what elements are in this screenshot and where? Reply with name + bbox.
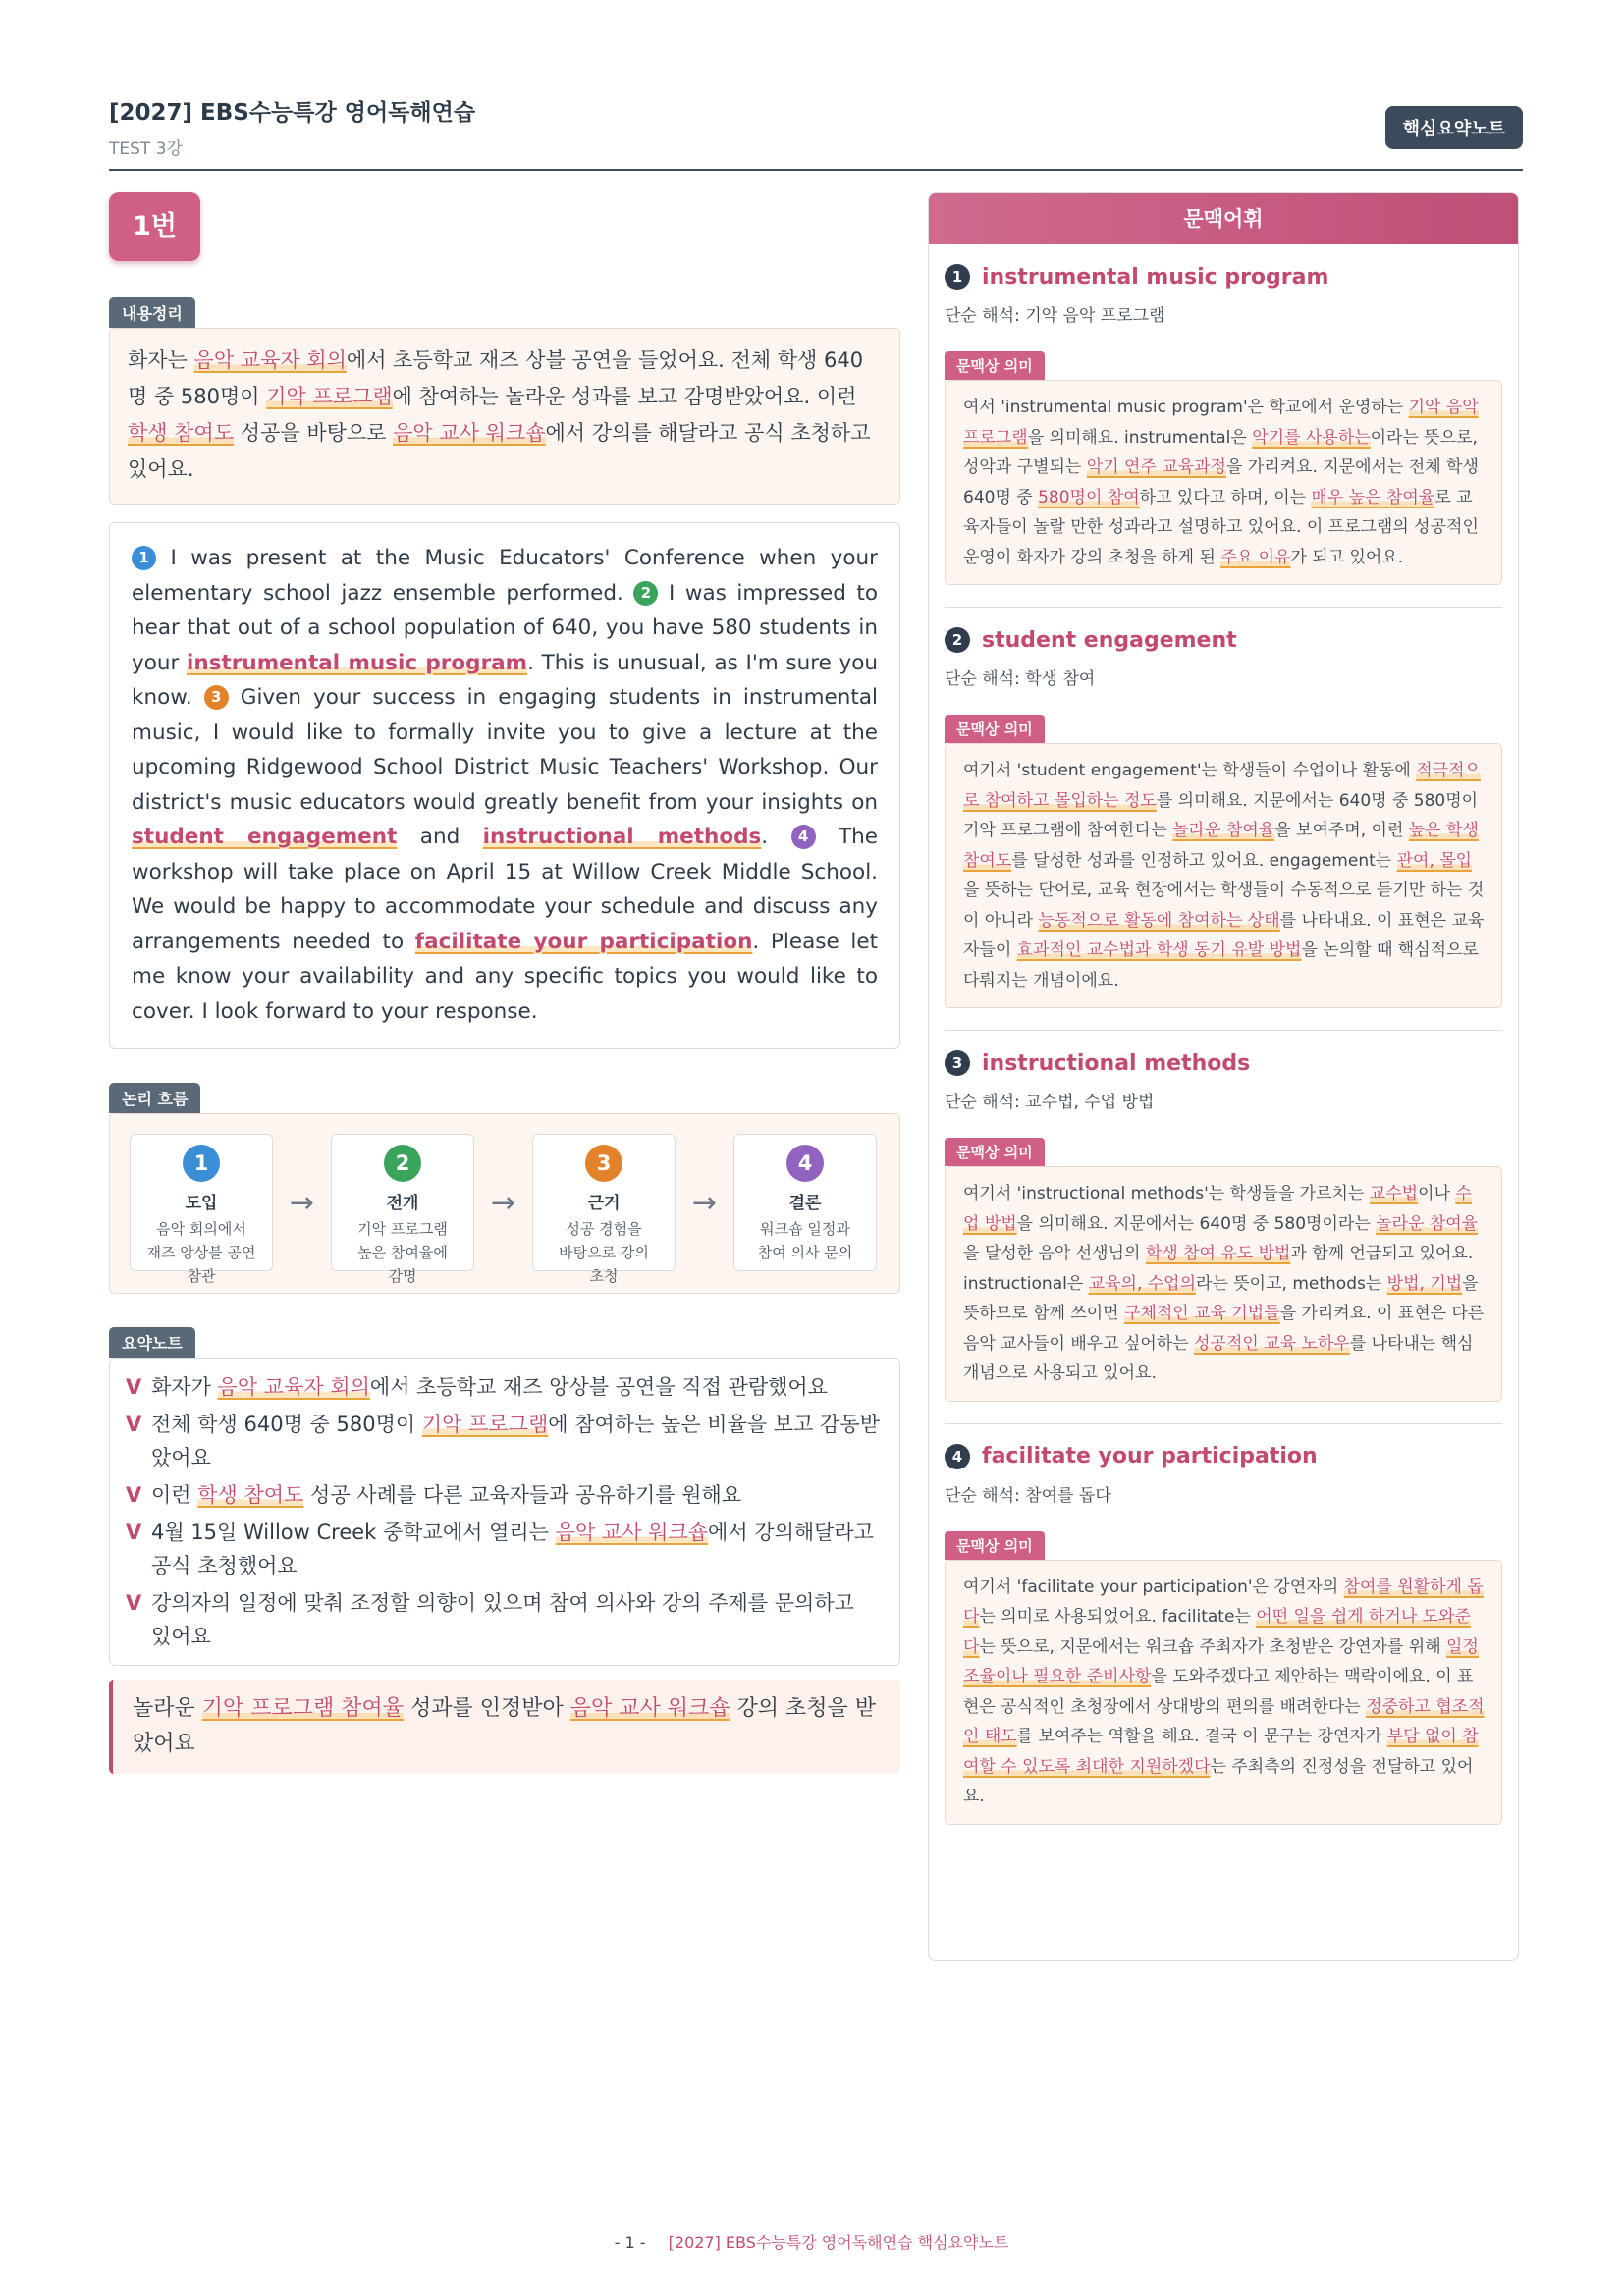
flow-step-number: 1 [183,1145,220,1182]
meaning-highlight: 주요 이유 [1220,547,1291,567]
flow-desc-line: 높은 참여율에 [357,1244,448,1261]
page-number: - 1 - [614,2233,646,2252]
flow-desc-line: 참관 [187,1267,216,1285]
document-title: [2027] EBS수능특강 영어독해연습 [109,100,476,126]
summary-tag: 내용정리 [109,297,195,328]
flow-desc-line: 재즈 앙상블 공연 [146,1244,256,1261]
vocab-item [929,608,1518,1031]
meaning-text: 을 논의할 때 핵심적으로 다뤄지는 개념이에요. [963,940,1479,990]
meaning-highlight: 일정 조율이나 필요한 준비사항 [963,1636,1479,1686]
check-mark-icon: V [126,1375,142,1399]
logic-flow [109,1113,900,1294]
left-column [109,192,900,1774]
note-text: 화자가 [151,1375,218,1399]
vocab-term-row [945,264,1502,290]
summary-highlight: 음악 교사 워크숍 [393,421,546,445]
meaning-text: 를 나타내요. 이 표현은 교육자들이 [963,910,1485,960]
summary-text: 성공을 바탕으로 [234,421,394,445]
sentence-marker-4: 4 [791,825,816,849]
note-text: 에 참여하는 높은 비율을 보고 감동받았어요 [151,1413,880,1469]
flow-step-number: 2 [384,1145,421,1182]
flow-step-desc [533,1217,675,1288]
context-meaning [945,1560,1502,1825]
passage-sentence: and [397,825,483,849]
page-footer [0,2230,1623,2253]
passage-keyword: student engagement [132,825,398,849]
meaning-highlight: 방법, 기법 [1386,1273,1463,1294]
summary-highlight: 기악 프로그램 [266,385,393,408]
meaning-text: 을 달성한 음악 선생님의 [963,1244,1146,1263]
conclusion-text: 놀라운 [133,1696,202,1721]
flow-desc-line: 기악 프로그램 [357,1220,448,1238]
meaning-text: 를 나타내는 핵심 개념으로 사용되고 있어요. [963,1333,1474,1383]
vocab-number: 2 [945,627,970,653]
meaning-text: 로 교육자들이 놀랄 만한 성과라고 설명하고 있어요. 이 프로그램의 성공적인 운영이 화자가 강의 초청을 하게 된 [963,487,1479,567]
vocab-panel [928,192,1519,1961]
vocab-panel-title: 문맥어휘 [929,193,1518,244]
check-mark-icon: V [126,1483,142,1507]
meaning-text: 가 되고 있어요. [1290,547,1404,567]
meaning-highlight: 수업 방법 [963,1184,1472,1234]
meaning-highlight: 놀라운 참여율 [1172,821,1275,840]
conclusion-text: 강의 초청을 받았어요 [133,1696,877,1756]
logic-flow-tag: 논리 흐름 [109,1083,200,1113]
summary-note-badge: 핵심요약노트 [1385,106,1523,149]
meaning-text: 여기서 'student engagement'는 학생들이 수업이나 활동에 [963,761,1417,780]
meaning-highlight: 능동적으로 활동에 참여하는 상태 [1038,910,1280,931]
meaning-text: 를 보여주는 역할을 해요. 결국 이 문구는 강연자가 [1016,1727,1387,1746]
flow-step-desc [734,1217,876,1264]
flow-desc-line: 초청 [589,1267,619,1285]
summary-text: 에 참여하는 놀라운 성과를 보고 감명받았어요. 이런 [392,385,857,408]
summary-text: 에서 강의를 해달라고 공식 초청하고 있어요. [128,421,871,481]
footer-title: [2027] EBS수능특강 영어독해연습 핵심요약노트 [668,2233,1009,2252]
flow-desc-line: 바탕으로 강의 [559,1244,649,1261]
passage-sentence: . Please let me know your availability and any specific topics you would like to cover. I look forward to your response. [132,929,878,1024]
meaning-tag: 문맥상 의미 [945,1138,1045,1166]
flow-step [130,1134,273,1285]
check-mark-icon: V [126,1413,142,1436]
vocab-term: instrumental music program [982,264,1329,290]
context-meaning [945,1166,1502,1402]
check-mark-icon: V [126,1521,142,1544]
simple-prefix: 단순 해석: [945,1093,1020,1112]
meaning-text: 는 뜻으로, 지문에서는 워크숍 주최자가 초청받은 강연자를 위해 [979,1636,1447,1657]
vocab-item [929,1424,1518,1825]
flow-step-number: 4 [786,1145,824,1182]
note-text: 성공 사례를 다른 교육자들과 공유하기를 원해요 [303,1483,742,1507]
meaning-text: 을 뜻하므로 함께 쓰이면 [963,1273,1479,1323]
passage-keyword: instructional methods [482,825,762,849]
note-item [126,1370,880,1404]
simple-translation [945,1481,1502,1506]
meaning-text: 여기서 'facilitate your participation'은 강연자의 [963,1576,1344,1597]
vocab-term: facilitate your participation [982,1444,1318,1468]
simple-value: 교수법, 수업 방법 [1025,1093,1155,1112]
meaning-highlight: 어떤 일을 쉽게 하거나 도와준다 [963,1607,1471,1657]
summary-highlight: 음악 교육자 회의 [193,348,347,372]
meaning-highlight: 놀라운 참여율 [1376,1213,1479,1234]
meaning-text: 을 가리켜요. 이 표현은 다른 음악 교사들이 배우고 싶어하는 [963,1304,1485,1354]
meaning-text: 라는 뜻이고, methods는 [1196,1273,1387,1294]
vocab-number: 4 [945,1444,970,1469]
note-highlight: 학생 참여도 [197,1483,304,1507]
simple-translation [945,1088,1502,1112]
meaning-highlight: 적극적으로 참여하고 몰입하는 정도 [963,761,1481,811]
vocab-number: 1 [945,264,970,290]
note-item [126,1408,880,1474]
vocab-item [929,1031,1518,1424]
meaning-highlight: 교육의, 수업의 [1088,1273,1197,1294]
meaning-text: 이나 [1418,1184,1456,1203]
summary-highlight: 학생 참여도 [128,421,235,445]
meaning-text: 를 의미해요. 지문에서는 640명 중 580명이 기악 프로그램에 참여한다는 [963,790,1479,840]
flow-step-title: 도입 [185,1194,218,1213]
vocab-number: 3 [945,1050,970,1076]
passage-sentence: . This is unusual, as I'm sure you know. [132,650,878,710]
meaning-highlight: 악기를 사용하는 [1252,427,1371,448]
note-highlight: 기악 프로그램 [421,1413,549,1436]
summary-text: 화자는 [128,348,194,372]
simple-translation [945,665,1502,689]
flow-desc-line: 참여 의사 문의 [757,1244,853,1261]
passage-sentence: Given your success in engaging students in instrumental music, I would like to formally invite you to give a lecture at the upcoming Ridgewood School District Music Teachers' Workshop. Our district's music educators would greatly benefit from your insights on [132,685,878,815]
conclusion-highlight: 기악 프로그램 참여율 [201,1696,405,1721]
arrow-right-icon: → [691,1185,718,1220]
flow-step-title: 결론 [788,1194,822,1213]
flow-desc-line: 감명 [388,1267,417,1285]
context-meaning [945,743,1502,1008]
meaning-highlight: 관여, 몰입 [1396,850,1473,871]
conclusion-highlight: 음악 교사 워크숍 [569,1696,730,1721]
passage-keyword: instrumental music program [187,650,528,675]
content-summary [109,328,900,505]
vocab-term-row [945,1444,1502,1469]
simple-value: 기악 음악 프로그램 [1025,306,1165,326]
passage-sentence: I was impressed to hear that out of a school population of 640, you have 580 students in your [132,580,879,675]
sentence-marker-3: 3 [204,685,229,710]
meaning-highlight: 학생 참여 유도 방법 [1145,1244,1291,1263]
meaning-text: 과 함께 언급되고 있어요. instructional은 [963,1244,1474,1294]
note-text: 강의자의 일정에 맞춰 조정할 의향이 있으며 참여 의사와 강의 주제를 문의하고 있어요 [151,1591,854,1648]
note-highlight: 음악 교육자 회의 [217,1375,370,1399]
vocab-term: instructional methods [982,1050,1251,1076]
meaning-text: 을 보여주며, 이런 [1274,821,1409,840]
note-item [126,1586,880,1653]
passage-keyword: facilitate your participation [414,929,753,954]
meaning-text: 는 의미로 사용되었어요. facilitate는 [979,1607,1257,1627]
flow-step [733,1134,877,1271]
flow-desc-line: 성공 경험을 [566,1220,642,1238]
flow-desc-line: 음악 회의에서 [156,1220,246,1238]
note-text: 이런 [151,1483,198,1507]
meaning-text: 을 의미해요. 지문에서는 640명 중 580명이라는 [1016,1213,1377,1234]
meaning-text: 여서 'instrumental music program'은 학교에서 운영하는 [963,398,1409,417]
check-mark-icon: V [126,1591,142,1615]
meaning-highlight: 높은 학생 참여도 [963,821,1479,871]
meaning-text: 하고 있다고 하며, 이는 [1139,487,1312,507]
simple-prefix: 단순 해석: [945,306,1020,326]
meaning-highlight: 악기 연주 교육과정 [1086,457,1226,477]
meaning-tag: 문맥상 의미 [945,1531,1045,1560]
simple-translation [945,301,1502,326]
meaning-highlight: 구체적인 교육 기법들 [1124,1304,1280,1323]
flow-step-title: 근거 [587,1194,621,1213]
context-meaning [945,380,1502,585]
flow-desc-line: 워크숍 일정과 [760,1220,850,1238]
question-number-badge: 1번 [109,192,200,261]
flow-step-desc [332,1217,473,1288]
meaning-highlight: 매우 높은 참여율 [1311,487,1435,507]
document-subtitle: TEST 3강 [109,139,183,159]
meaning-highlight: 효과적인 교수법과 학생 동기 유발 방법 [1016,940,1302,960]
note-item [126,1516,880,1582]
meaning-text: 를 달성한 성과를 인정하고 있어요. engagement는 [1011,850,1397,871]
notes-tag: 요약노트 [109,1327,195,1358]
flow-step [532,1134,676,1285]
arrow-right-icon: → [289,1185,315,1220]
page-header [109,94,1523,171]
meaning-text: 는 주최측의 진정성을 전달하고 있어요. [963,1756,1474,1806]
note-text: 에서 강의해달라고 공식 초청했어요 [151,1521,874,1577]
arrow-right-icon: → [490,1185,516,1220]
meaning-tag: 문맥상 의미 [945,715,1045,743]
passage-sentence: The workshop will take place on April 15 at Willow Creek Middle School. We would be happy to accommodate your schedule and discuss any arrangements needed to [132,825,878,954]
meaning-tag: 문맥상 의미 [945,351,1045,380]
meaning-text: 을 가리켜요. 지문에서는 전체 학생 640명 중 [963,457,1479,507]
passage-text [109,522,900,1049]
meaning-text: 을 도와주겠다고 제안하는 맥락이에요. 이 표현은 공식적인 초청장에서 상대방의 편의를 배려한다는 [963,1667,1474,1717]
note-text: 에서 초등학교 재즈 앙상블 공연을 직접 관람했어요 [369,1375,828,1399]
passage-sentence: . [761,825,791,849]
flow-step [331,1134,474,1285]
sentence-marker-1: 1 [132,546,156,570]
passage-sentence: I was present at the Music Educators' Conference when your elementary school jazz ensemble performed. [132,546,878,606]
conclusion-box [109,1680,900,1774]
meaning-text: 이라는 뜻으로, 성악과 구별되는 [963,427,1478,477]
flow-step-title: 전개 [386,1194,419,1213]
note-text: 4월 15일 Willow Creek 중학교에서 열리는 [151,1521,556,1544]
note-highlight: 음악 교사 워크숍 [555,1521,709,1544]
simple-value: 참여를 돕다 [1025,1485,1111,1506]
meaning-highlight: 부담 없이 참여할 수 있도록 최대한 지원하겠다 [963,1727,1479,1777]
meaning-text: 을 의미해요. instrumental은 [1027,427,1253,448]
vocab-term-row [945,627,1502,653]
summary-notes [109,1358,900,1666]
sentence-marker-2: 2 [633,581,658,606]
flow-step-desc [131,1217,272,1288]
simple-prefix: 단순 해석: [945,1485,1020,1506]
conclusion-text: 성과를 인정받아 [404,1696,570,1721]
vocab-term: student engagement [982,627,1237,653]
meaning-highlight: 정중하고 협조적인 태도 [963,1696,1485,1746]
meaning-highlight: 기악 음악 프로그램 [963,398,1479,448]
flow-step-number: 3 [585,1145,622,1182]
simple-value: 학생 참여 [1025,669,1096,689]
summary-text: 에서 초등학교 재즈 상블 공연을 들었어요. 전체 학생 640명 중 580명이 [128,348,864,408]
meaning-highlight: 참여를 원활하게 돕다 [963,1576,1484,1627]
meaning-highlight: 580명이 참여 [1038,487,1140,507]
note-item [126,1478,880,1512]
meaning-text: 을 뜻하는 단어로, 교육 현장에서는 학생들이 수동적으로 듣기만 하는 것이 아니라 [963,881,1485,931]
vocab-term-row [945,1050,1502,1076]
meaning-highlight: 교수법 [1369,1184,1419,1203]
simple-prefix: 단순 해석: [945,669,1020,689]
note-text: 전체 학생 640명 중 580명이 [151,1413,422,1436]
meaning-highlight: 성공적인 교육 노하우 [1194,1333,1350,1354]
vocab-item [929,244,1518,608]
meaning-text: 여기서 'instructional methods'는 학생들을 가르치는 [963,1184,1370,1203]
